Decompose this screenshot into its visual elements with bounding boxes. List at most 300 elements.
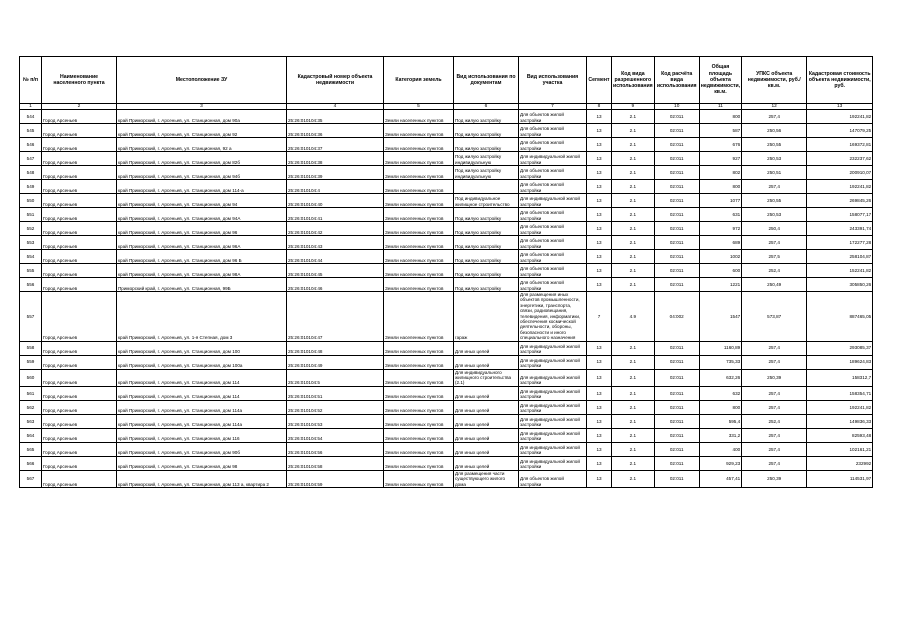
cell-location: край Приморский, г. Арсеньев, ул. Станционная, дом 92	[117, 124, 287, 138]
cell-area: 600	[699, 264, 741, 278]
cell-location: край Приморский, г. Арсеньев, ул. Станционная, дом 114-а	[117, 180, 287, 194]
cell-area: 595,4	[699, 414, 741, 428]
cell-use-by-documents: Под жилую застройку индивидуальную	[454, 152, 519, 166]
cell-land-category: Земли населенных пунктов	[384, 138, 454, 152]
cell-upks: 257,4	[742, 400, 807, 414]
table-row	[20, 180, 873, 194]
cell-segment: 13	[587, 341, 612, 355]
cell-location: край Приморский, г. Арсеньев, ул. Станционная, дом 100	[117, 341, 287, 355]
cell-permitted-use-code: 2.1	[612, 264, 655, 278]
cell-plot-use: Для объектов жилой застройки	[519, 180, 587, 194]
cell-upks: 250,4	[742, 222, 807, 236]
cell-land-category: Земли населенных пунктов	[384, 470, 454, 487]
cell-location: край Приморский, г. Арсеньев, ул. Станционная, 92 а	[117, 138, 287, 152]
cell-segment: 13	[587, 208, 612, 222]
cell-cadastral-number: 25:26:010104:36	[287, 124, 384, 138]
cell-cadastral-value: 258104,87	[807, 250, 873, 264]
header-location: Местоположение ЗУ	[117, 57, 287, 104]
cell-use-calc-code: 02:011	[654, 180, 699, 194]
cell-plot-use: Для объектов жилой застройки	[519, 208, 587, 222]
cell-use-by-documents: Под жилую застройку	[454, 250, 519, 264]
cell-cadastral-value: 82593,48	[807, 428, 873, 442]
cell-plot-use: Для объектов жилой застройки	[519, 124, 587, 138]
cell-location: край Приморский, г. Арсеньев, ул. Станционная, дом 96 Б	[117, 250, 287, 264]
cadastral-value-table	[19, 56, 873, 488]
table-body	[20, 110, 873, 488]
cell-cadastral-value: 102161,21	[807, 442, 873, 456]
cell-cadastral-value: 269845,26	[807, 194, 873, 208]
cell-cadastral-number: 25:26:010104:41	[287, 208, 384, 222]
cell-number: 551	[20, 208, 42, 222]
cell-cadastral-value: 192241,82	[807, 180, 873, 194]
cell-cadastral-value: 243391,74	[807, 222, 873, 236]
cell-segment: 13	[587, 194, 612, 208]
table-row	[20, 400, 873, 414]
cell-upks: 257,4	[742, 110, 807, 124]
cell-upks: 257,4	[742, 386, 807, 400]
cell-cadastral-number: 25:26:010104:39	[287, 166, 384, 180]
cell-use-calc-code: 02:011	[654, 208, 699, 222]
cell-location: край Приморский, г. Арсеньев, ул. Станционная, дом 114	[117, 369, 287, 386]
table-row	[20, 138, 873, 152]
cell-number: 552	[20, 222, 42, 236]
cell-land-category: Земли населенных пунктов	[384, 152, 454, 166]
header-use-calc-code: Код расчёта вида использования	[654, 57, 699, 104]
cell-land-category: Земли населенных пунктов	[384, 428, 454, 442]
table-row	[20, 222, 873, 236]
cell-use-calc-code: 02:011	[654, 124, 699, 138]
table-row	[20, 194, 873, 208]
cell-cadastral-number: 25:26:010104:37	[287, 138, 384, 152]
cell-permitted-use-code: 2.1	[612, 250, 655, 264]
cell-permitted-use-code: 2.1	[612, 470, 655, 487]
cell-segment: 13	[587, 250, 612, 264]
cell-location: край Приморский, г. Арсеньев, ул. 1-я Степная, дом 3	[117, 292, 287, 342]
cell-segment: 13	[587, 470, 612, 487]
header-upks: УПКС объекта недвижимости, руб./кв.м.	[742, 57, 807, 104]
cell-cadastral-number: 25:26:010104:40	[287, 194, 384, 208]
cell-segment: 13	[587, 456, 612, 470]
cell-use-by-documents: Под жилую застройку индивидуальную	[454, 166, 519, 180]
cell-location: край Приморский, г. Арсеньев, ул. Станционная, дом 90а	[117, 110, 287, 124]
cell-land-category: Земли населенных пунктов	[384, 222, 454, 236]
cell-area: 1547	[699, 292, 741, 342]
cell-cadastral-value: 293085,37	[807, 341, 873, 355]
cell-plot-use: Для размещения иных объектов промышленности, энергетики, транспорта, связи, радиовещания, телевидения, информатики, обеспечения космической деятельности, обороны, безопасности и иного специального назначения	[519, 292, 587, 342]
cell-use-by-documents: Под жилую застройку	[454, 264, 519, 278]
column-number: 7	[519, 104, 587, 110]
cell-segment: 13	[587, 236, 612, 250]
cell-cadastral-value: 192241,82	[807, 110, 873, 124]
cell-plot-use: Для объектов жилой застройки	[519, 250, 587, 264]
cell-settlement: Город Арсеньев	[42, 222, 117, 236]
cell-permitted-use-code: 2.1	[612, 456, 655, 470]
cell-use-by-documents: Под жилую застройку	[454, 124, 519, 138]
cell-land-category: Земли населенных пунктов	[384, 341, 454, 355]
cell-use-calc-code: 02:011	[654, 236, 699, 250]
cell-area: 802	[699, 166, 741, 180]
cell-segment: 13	[587, 428, 612, 442]
cell-plot-use: Для индивидуальной жилой застройки	[519, 442, 587, 456]
column-number: 12	[742, 104, 807, 110]
cell-use-by-documents: Под жилую застройку	[454, 208, 519, 222]
cell-use-by-documents: Для иных целей	[454, 456, 519, 470]
column-number: 10	[654, 104, 699, 110]
cell-upks: 250,55	[742, 138, 807, 152]
cell-cadastral-value: 158354,71	[807, 386, 873, 400]
cell-segment: 13	[587, 138, 612, 152]
cell-cadastral-number: 25:26:010104:46	[287, 278, 384, 292]
cell-plot-use: Для объектов жилой застройки	[519, 138, 587, 152]
cell-cadastral-value: 169372,81	[807, 138, 873, 152]
cell-cadastral-value: 305850,26	[807, 278, 873, 292]
cell-number: 561	[20, 386, 42, 400]
cell-segment: 13	[587, 369, 612, 386]
cell-upks: 250,53	[742, 208, 807, 222]
cell-plot-use: Для объектов жилой застройки	[519, 166, 587, 180]
cell-permitted-use-code: 2.1	[612, 442, 655, 456]
cell-upks: 252,4	[742, 264, 807, 278]
cell-plot-use: Для объектов жилой застройки	[519, 264, 587, 278]
cell-cadastral-number: 25:26:010104:5	[287, 369, 384, 386]
cell-use-calc-code: 02:011	[654, 110, 699, 124]
column-number: 5	[384, 104, 454, 110]
cell-land-category: Земли населенных пунктов	[384, 124, 454, 138]
cell-permitted-use-code: 2.1	[612, 138, 655, 152]
cell-location: край Приморский, г. Арсеньев, ул. Станционная, дом 94б	[117, 166, 287, 180]
cell-cadastral-number: 25:26:010104:58	[287, 456, 384, 470]
table-row	[20, 456, 873, 470]
header-land-category: Категория земель	[384, 57, 454, 104]
cell-land-category: Земли населенных пунктов	[384, 456, 454, 470]
cell-land-category: Земли населенных пунктов	[384, 166, 454, 180]
cell-permitted-use-code: 2.1	[612, 208, 655, 222]
cell-permitted-use-code: 2.1	[612, 355, 655, 369]
header-settlement: Наименование населенного пункта	[42, 57, 117, 104]
cell-use-calc-code: 02:011	[654, 456, 699, 470]
cell-segment: 13	[587, 442, 612, 456]
cell-segment: 7	[587, 292, 612, 342]
cell-use-by-documents: Под жилую застройку	[454, 110, 519, 124]
cell-land-category: Земли населенных пунктов	[384, 208, 454, 222]
cell-use-calc-code: 02:011	[654, 138, 699, 152]
header-use-by-documents: Вид использования по документам	[454, 57, 519, 104]
cell-settlement: Город Арсеньев	[42, 386, 117, 400]
cell-segment: 13	[587, 180, 612, 194]
cell-land-category: Земли населенных пунктов	[384, 236, 454, 250]
cell-upks: 573,87	[742, 292, 807, 342]
cell-permitted-use-code: 2.1	[612, 369, 655, 386]
cell-segment: 13	[587, 124, 612, 138]
cell-upks: 257,4	[742, 341, 807, 355]
cell-use-by-documents: гараж	[454, 292, 519, 342]
cell-location: край Приморский, г. Арсеньев, ул. Станционная, дом 113 а, квартира 2	[117, 470, 287, 487]
cell-cadastral-number: 25:26:010104:48	[287, 341, 384, 355]
cadastral-value-sheet	[19, 56, 873, 488]
cell-number: 558	[20, 341, 42, 355]
cell-location: край Приморский, г. Арсеньев, ул. Станционная, дом 98А	[117, 264, 287, 278]
cell-area: 457,41	[699, 470, 741, 487]
cell-upks: 252,4	[742, 414, 807, 428]
cell-use-by-documents: Для иных целей	[454, 414, 519, 428]
cell-settlement: Город Арсеньев	[42, 456, 117, 470]
cell-location: край Приморский, г. Арсеньев, ул. Станционная, дом 114	[117, 386, 287, 400]
cell-settlement: Город Арсеньев	[42, 278, 117, 292]
cell-upks: 257,4	[742, 456, 807, 470]
table-row	[20, 386, 873, 400]
cell-settlement: Город Арсеньев	[42, 355, 117, 369]
column-number: 4	[287, 104, 384, 110]
cell-plot-use: Для индивидуальной жилой застройки	[519, 456, 587, 470]
cell-settlement: Город Арсеньев	[42, 152, 117, 166]
cell-permitted-use-code: 2.1	[612, 236, 655, 250]
cell-segment: 13	[587, 400, 612, 414]
table-row	[20, 470, 873, 487]
cell-cadastral-number: 25:26:010104:47	[287, 292, 384, 342]
cell-use-by-documents: Под жилую застройку	[454, 278, 519, 292]
cell-use-by-documents: Под индивидуальное жилищное строительство	[454, 194, 519, 208]
cell-segment: 13	[587, 386, 612, 400]
cell-plot-use: Для объектов жилой застройки	[519, 278, 587, 292]
cell-use-by-documents	[454, 180, 519, 194]
table-row	[20, 124, 873, 138]
cell-area: 735,33	[699, 355, 741, 369]
cell-cadastral-value: 232992	[807, 456, 873, 470]
header-area: Общая площадь объекта недвижимости, кв.м.	[699, 57, 741, 104]
cell-permitted-use-code: 2.1	[612, 166, 655, 180]
cell-location: край Приморский, г. Арсеньев, ул. Станционная, дом 96	[117, 222, 287, 236]
cell-number: 567	[20, 470, 42, 487]
cell-permitted-use-code: 2.1	[612, 124, 655, 138]
cell-number: 544	[20, 110, 42, 124]
cell-number: 562	[20, 400, 42, 414]
cell-cadastral-value: 149836,33	[807, 414, 873, 428]
cell-use-calc-code: 02:011	[654, 386, 699, 400]
cell-land-category: Земли населенных пунктов	[384, 110, 454, 124]
cell-land-category: Земли населенных пунктов	[384, 194, 454, 208]
cell-location: край Приморский, г. Арсеньев, ул. Станционная, дом 114а	[117, 400, 287, 414]
table-row	[20, 341, 873, 355]
table-row	[20, 355, 873, 369]
cell-land-category: Земли населенных пунктов	[384, 180, 454, 194]
cell-cadastral-value: 152241,82	[807, 264, 873, 278]
cell-settlement: Город Арсеньев	[42, 369, 117, 386]
cell-permitted-use-code: 2.1	[612, 414, 655, 428]
cell-use-by-documents: Для иных целей	[454, 428, 519, 442]
table-row	[20, 250, 873, 264]
table-row	[20, 292, 873, 342]
cell-area: 632	[699, 386, 741, 400]
cell-location: край Приморский, г. Арсеньев, ул. Станционная, дом 114а	[117, 414, 287, 428]
cell-area: 800	[699, 400, 741, 414]
cell-upks: 250,55	[742, 194, 807, 208]
cell-cadastral-number: 25:26:010104:35	[287, 110, 384, 124]
cell-number: 545	[20, 124, 42, 138]
cell-cadastral-value: 887465,05	[807, 292, 873, 342]
cell-use-calc-code: 02:011	[654, 278, 699, 292]
table-row	[20, 264, 873, 278]
cell-settlement: Город Арсеньев	[42, 264, 117, 278]
header-number: № п/п	[20, 57, 42, 104]
cell-number: 549	[20, 180, 42, 194]
cell-land-category: Земли населенных пунктов	[384, 292, 454, 342]
cell-number: 557	[20, 292, 42, 342]
cell-use-calc-code: 02:011	[654, 414, 699, 428]
cell-land-category: Земли населенных пунктов	[384, 386, 454, 400]
cell-permitted-use-code: 2.1	[612, 341, 655, 355]
cell-segment: 13	[587, 110, 612, 124]
cell-use-calc-code: 02:011	[654, 400, 699, 414]
cell-cadastral-number: 25:26:010104:56	[287, 442, 384, 456]
cell-use-calc-code: 04:002	[654, 292, 699, 342]
cell-cadastral-number: 25:26:010104:44	[287, 250, 384, 264]
cell-segment: 13	[587, 152, 612, 166]
cell-settlement: Город Арсеньев	[42, 194, 117, 208]
cell-segment: 13	[587, 222, 612, 236]
cell-cadastral-value: 114531,97	[807, 470, 873, 487]
cell-number: 565	[20, 442, 42, 456]
column-number: 3	[117, 104, 287, 110]
column-number: 6	[454, 104, 519, 110]
cell-land-category: Земли населенных пунктов	[384, 414, 454, 428]
cell-upks: 257,4	[742, 236, 807, 250]
table-row	[20, 369, 873, 386]
cell-area: 676	[699, 138, 741, 152]
cell-upks: 250,39	[742, 369, 807, 386]
table-row	[20, 236, 873, 250]
cell-permitted-use-code: 2.1	[612, 222, 655, 236]
cell-permitted-use-code: 2.1	[612, 428, 655, 442]
cell-area: 927	[699, 152, 741, 166]
cell-segment: 13	[587, 278, 612, 292]
cell-number: 548	[20, 166, 42, 180]
cell-location: край Приморский, г. Арсеньев, ул. Станционная, дом 98	[117, 456, 287, 470]
cell-area: 689	[699, 236, 741, 250]
header-permitted-use-code: Код вида разрешенного использования	[612, 57, 655, 104]
cell-cadastral-number: 25:26:010104:59	[287, 470, 384, 487]
column-number: 2	[42, 104, 117, 110]
cell-cadastral-number: 25:26:010104:54	[287, 428, 384, 442]
cell-plot-use: Для индивидуальной жилой застройки	[519, 400, 587, 414]
cell-settlement: Город Арсеньев	[42, 236, 117, 250]
cell-plot-use: Для объектов жилой застройки	[519, 236, 587, 250]
cell-area: 631	[699, 208, 741, 222]
cell-use-by-documents: Для размещения части существующего жилого дома	[454, 470, 519, 487]
cell-use-by-documents: Для иных целей	[454, 355, 519, 369]
cell-upks: 250,39	[742, 470, 807, 487]
cell-location: край Приморский, г. Арсеньев, ул. Станционная, дом 116	[117, 428, 287, 442]
cell-use-calc-code: 02:011	[654, 222, 699, 236]
cell-cadastral-number: 25:26:010104:4	[287, 180, 384, 194]
column-number: 13	[807, 104, 873, 110]
cell-cadastral-number: 25:26:010104:49	[287, 355, 384, 369]
table-row	[20, 166, 873, 180]
cell-cadastral-value: 192241,82	[807, 400, 873, 414]
cell-plot-use: Для объектов жилой застройки	[519, 470, 587, 487]
cell-segment: 13	[587, 264, 612, 278]
cell-area: 800	[699, 110, 741, 124]
cell-plot-use: Для индивидуальной жилой застройки	[519, 369, 587, 386]
cell-cadastral-value: 172277,28	[807, 236, 873, 250]
cell-use-by-documents: Для иных целей	[454, 386, 519, 400]
cell-cadastral-value: 189624,83	[807, 355, 873, 369]
cell-use-calc-code: 02:011	[654, 341, 699, 355]
cell-permitted-use-code: 2.1	[612, 194, 655, 208]
cell-upks: 257,4	[742, 442, 807, 456]
cell-settlement: Город Арсеньев	[42, 124, 117, 138]
cell-permitted-use-code: 2.1	[612, 278, 655, 292]
cell-permitted-use-code: 2.1	[612, 152, 655, 166]
cell-use-calc-code: 02:011	[654, 194, 699, 208]
cell-upks: 250,49	[742, 278, 807, 292]
cell-plot-use: Для объектов жилой застройки	[519, 110, 587, 124]
cell-land-category: Земли населенных пунктов	[384, 400, 454, 414]
table-row	[20, 110, 873, 124]
cell-number: 555	[20, 264, 42, 278]
cell-use-calc-code: 02:011	[654, 166, 699, 180]
cell-area: 587	[699, 124, 741, 138]
cell-use-by-documents: Для индивидуального жилищного строительства (2.1)	[454, 369, 519, 386]
cell-area: 972	[699, 222, 741, 236]
cell-use-calc-code: 02:011	[654, 442, 699, 456]
cell-area: 1160,89	[699, 341, 741, 355]
table-row	[20, 442, 873, 456]
cell-location: Приморский край, г. Арсеньев, ул. Станционная, 99Б	[117, 278, 287, 292]
cell-settlement: Город Арсеньев	[42, 208, 117, 222]
cell-use-calc-code: 02:011	[654, 264, 699, 278]
cell-number: 564	[20, 428, 42, 442]
table-row	[20, 428, 873, 442]
cell-area: 1221	[699, 278, 741, 292]
cell-upks: 250,53	[742, 152, 807, 166]
cell-plot-use: Для индивидуальной жилой застройки	[519, 341, 587, 355]
cell-number: 560	[20, 369, 42, 386]
cell-land-category: Земли населенных пунктов	[384, 250, 454, 264]
table-row	[20, 208, 873, 222]
cell-segment: 13	[587, 355, 612, 369]
cell-settlement: Город Арсеньев	[42, 470, 117, 487]
cell-upks: 257,5	[742, 250, 807, 264]
cell-upks: 257,4	[742, 180, 807, 194]
column-number: 8	[587, 104, 612, 110]
cell-cadastral-number: 25:26:010104:53	[287, 414, 384, 428]
cell-settlement: Город Арсеньев	[42, 138, 117, 152]
table-header	[20, 57, 873, 110]
cell-use-calc-code: 02:011	[654, 355, 699, 369]
cell-area: 632,26	[699, 369, 741, 386]
cell-land-category: Земли населенных пунктов	[384, 442, 454, 456]
header-row	[20, 57, 873, 104]
cell-cadastral-value: 158077,17	[807, 208, 873, 222]
cell-settlement: Город Арсеньев	[42, 180, 117, 194]
cell-location: край Приморский, г. Арсеньев, ул. Станционная, дом 90б	[117, 442, 287, 456]
cell-area: 331,2	[699, 428, 741, 442]
cell-cadastral-number: 25:26:010104:51	[287, 386, 384, 400]
cell-number: 563	[20, 414, 42, 428]
cell-cadastral-number: 25:26:010104:43	[287, 236, 384, 250]
cell-settlement: Город Арсеньев	[42, 428, 117, 442]
cell-settlement: Город Арсеньев	[42, 414, 117, 428]
cell-location: край Приморский, г. Арсеньев, ул. Станционная, дом 94	[117, 194, 287, 208]
cell-permitted-use-code: 2.1	[612, 110, 655, 124]
cell-number: 550	[20, 194, 42, 208]
header-cadastral-value: Кадастровая стоимость объекта недвижимости, руб.	[807, 57, 873, 104]
cell-settlement: Город Арсеньев	[42, 166, 117, 180]
cell-number: 566	[20, 456, 42, 470]
cell-use-calc-code: 02:011	[654, 250, 699, 264]
cell-use-by-documents: Для иных целей	[454, 341, 519, 355]
cell-number: 553	[20, 236, 42, 250]
